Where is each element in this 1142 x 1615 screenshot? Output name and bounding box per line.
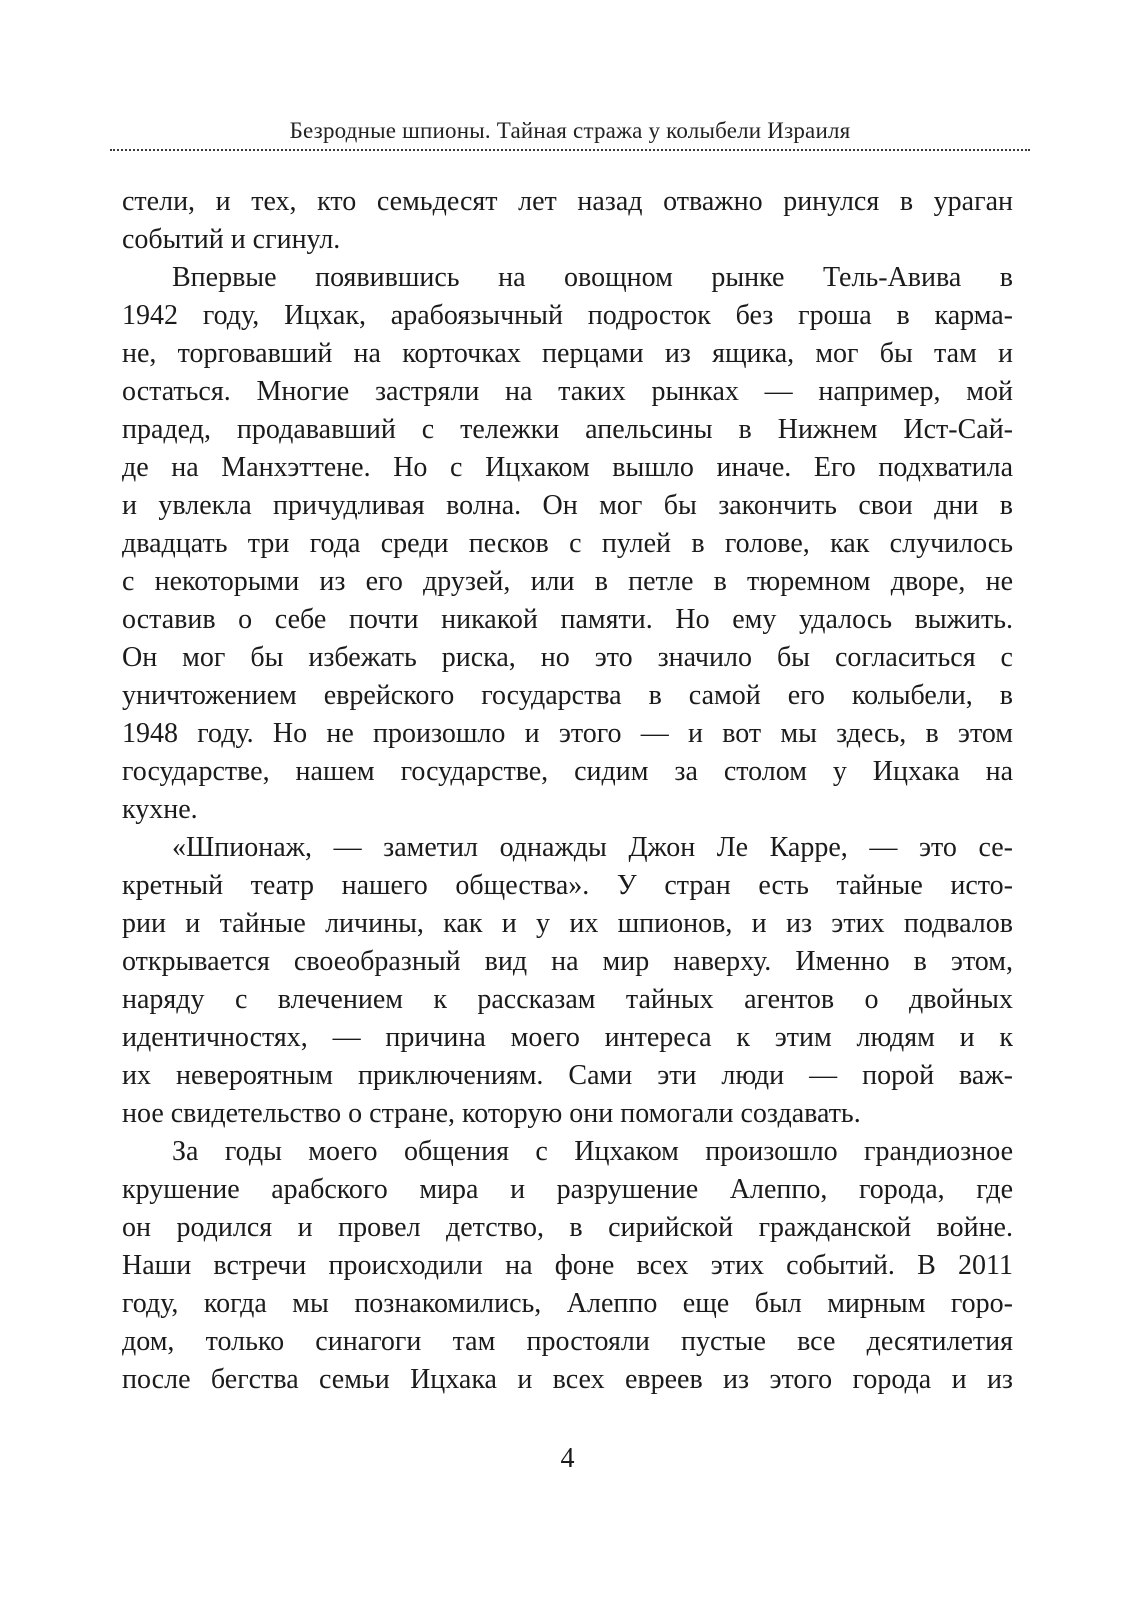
- text-line: их невероятным приключениям. Сами эти люди — порой важ-: [122, 1060, 1013, 1091]
- text-line: он родился и провел детство, в сирийской гражданской войне.: [122, 1212, 1013, 1243]
- text-line: событий и сгинул.: [122, 224, 341, 255]
- text-line: «Шпионаж, — заметил однажды Джон Ле Карре, — это се-: [172, 832, 1013, 863]
- text-line: открывается своеобразный вид на мир наверху. Именно в этом,: [122, 946, 1013, 977]
- text-line: 1942 году, Ицхак, арабоязычный подросток без гроша в карма-: [122, 300, 1013, 331]
- text-line: За годы моего общения с Ицхаком произошло грандиозное: [172, 1136, 1013, 1167]
- paragraph: [122, 1133, 1013, 1399]
- text-line: прадед, продававший с тележки апельсины в Нижнем Ист-Сай-: [122, 414, 1013, 445]
- text-line: де на Манхэттене. Но с Ицхаком вышло иначе. Его подхватила: [122, 452, 1013, 483]
- page-number: 4: [560, 1443, 575, 1474]
- text-line: государстве, нашем государстве, сидим за столом у Ицхака на: [122, 756, 1013, 787]
- text-line: дом, только синагоги там простояли пустые все десятилетия: [122, 1326, 1013, 1357]
- paragraph: [122, 183, 1013, 259]
- text-line: ное свидетельство о стране, которую они помогали создавать.: [122, 1098, 861, 1129]
- page-body: [122, 183, 1013, 1399]
- running-header-title: Безродные шпионы. Тайная стража у колыбели Израиля: [289, 118, 851, 143]
- text-line: кретный театр нашего общества». У стран есть тайные исто-: [122, 870, 1013, 901]
- text-line: двадцать три года среди песков с пулей в голове, как случилось: [122, 528, 1013, 559]
- text-line: 1948 году. Но не произошло и этого — и вот мы здесь, в этом: [122, 718, 1013, 749]
- text-line: кухне.: [122, 794, 198, 825]
- text-line: Впервые появившись на овощном рынке Тель-Авива в: [172, 262, 1013, 293]
- text-line: году, когда мы познакомились, Алеппо еще был мирным горо-: [122, 1288, 1013, 1319]
- text-line: уничтожением еврейского государства в самой его колыбели, в: [122, 680, 1013, 711]
- text-line: с некоторыми из его друзей, или в петле в тюремном дворе, не: [122, 566, 1013, 597]
- text-line: после бегства семьи Ицхака и всех евреев из этого города и из: [122, 1364, 1013, 1395]
- text-line: идентичностях, — причина моего интереса к этим людям и к: [122, 1022, 1013, 1053]
- text-line: рии и тайные личины, как и у их шпионов, и из этих подвалов: [122, 908, 1013, 939]
- text-line: Он мог бы избежать риска, но это значило бы согласиться с: [122, 642, 1013, 673]
- text-line: наряду с влечением к рассказам тайных агентов о двойных: [122, 984, 1013, 1015]
- text-line: стели, и тех, кто семьдесят лет назад отважно ринулся в ураган: [122, 186, 1013, 217]
- text-line: оставив о себе почти никакой памяти. Но ему удалось выжить.: [122, 604, 1013, 635]
- paragraph: [122, 829, 1013, 1133]
- paragraph: [122, 259, 1013, 829]
- running-header: [110, 118, 1030, 151]
- header-dotted-rule: [110, 149, 1030, 151]
- text-line: Наши встречи происходили на фоне всех этих событий. В 2011: [122, 1250, 1013, 1281]
- text-line: остаться. Многие застряли на таких рынках — например, мой: [122, 376, 1013, 407]
- text-line: не, торговавший на корточках перцами из ящика, мог бы там и: [122, 338, 1013, 369]
- text-line: и увлекла причудливая волна. Он мог бы закончить свои дни в: [122, 490, 1013, 521]
- text-line: крушение арабского мира и разрушение Алеппо, города, где: [122, 1174, 1013, 1205]
